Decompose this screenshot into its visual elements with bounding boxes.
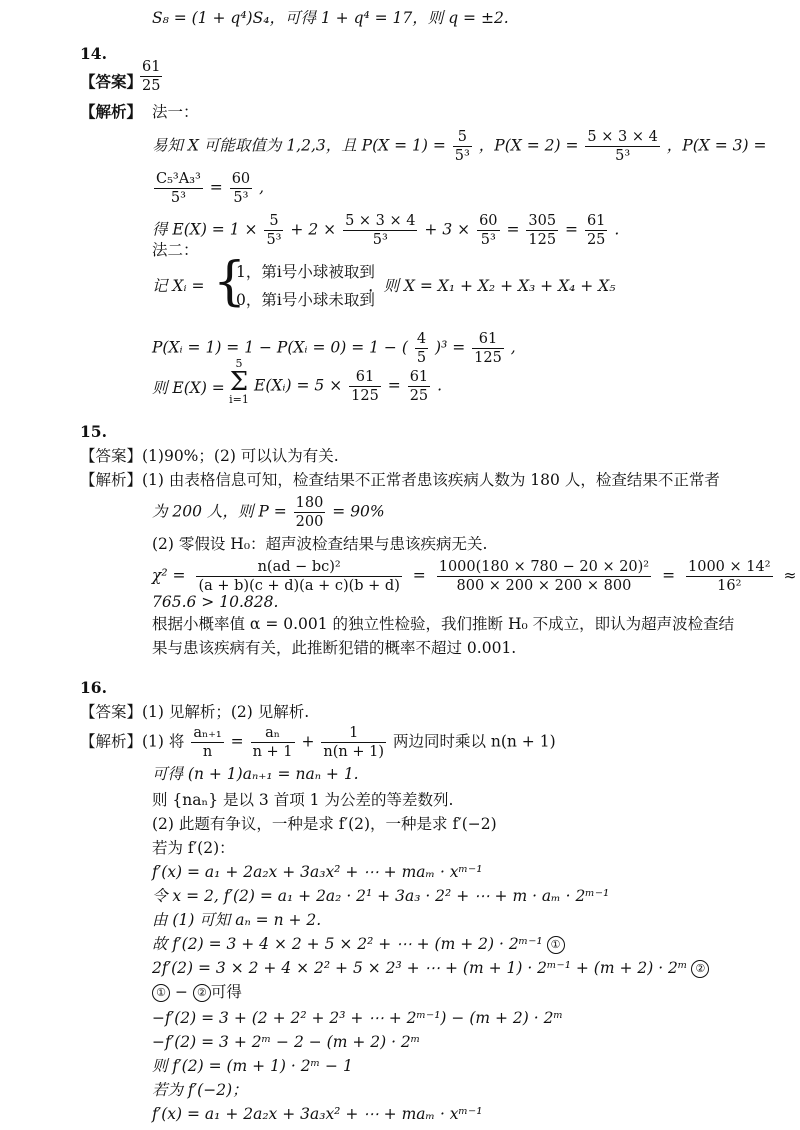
frac-den: 5 (416, 350, 427, 366)
frac-num: 5 × 3 × 4 (587, 129, 658, 145)
sum-lower: i=1 (229, 393, 249, 406)
q14-indicator-lead: 记 Xᵢ = (152, 277, 205, 295)
q16-explain-5: 若为 f′(2)： (152, 839, 235, 857)
q16-explain-10 (152, 958, 709, 978)
q16-answer: 【答案】(1) 见解析；(2) 见解析. (80, 703, 310, 721)
frac-den: 125 (474, 350, 502, 366)
q16-e11d: 可得 (210, 983, 242, 1001)
q14-explain-tag: 【解析】 (80, 102, 143, 121)
sum-upper: 5 (235, 357, 243, 370)
q16-explain-3: 则 {naₙ} 是以 3 首项 1 为公差的等差数列. (152, 791, 454, 809)
q16-explain-13: −f′(2) = 3 + 2ᵐ − 2 − (m + 2) · 2ᵐ (152, 1033, 421, 1051)
frac-num: 60 (479, 213, 498, 229)
q16-explain-1 (80, 724, 556, 761)
q14-a1-end: ，P(X = 3) = (666, 136, 767, 155)
q14-expectation (152, 212, 619, 249)
q16-e1d: 两边同时乘以 n(n + 1) (392, 732, 556, 751)
q16-explain-6: f′(x) = a₁ + 2a₂x + 3a₃x² + ⋯ + maₘ · xᵐ⁻¹ (152, 863, 483, 881)
frac-num: n(ad − bc)² (196, 558, 401, 577)
q15-number: 15. (80, 422, 107, 441)
circled-two-icon: ② (691, 960, 709, 978)
frac-num: 61 (472, 330, 504, 349)
q15-null-hypothesis: (2) 零假设 H₀：超声波检查结果与患该疾病无关. (152, 535, 488, 553)
period: . (437, 376, 443, 395)
q16-e10: 2f′(2) = 3 × 2 + 4 × 2² + 5 × 2³ + ⋯ + (m + 1) · 2ᵐ⁻¹ + (m + 2) · 2ᵐ (152, 959, 688, 977)
frac-den: (a + b)(c + d)(a + c)(b + d) (198, 578, 400, 594)
frac-num: 1000(180 × 780 − 20 × 20)² (438, 559, 650, 575)
q14-p2: )³ = (435, 338, 466, 357)
q14-sum-rest (254, 368, 442, 405)
q15-chi-result: 765.6 > 10.828. (152, 593, 279, 611)
frac-den: 5³ (454, 148, 470, 164)
q14-prob-xi (152, 330, 516, 367)
frac-num: 5 (264, 212, 283, 231)
circled-one-icon: ① (547, 936, 565, 954)
eq-sign: = (506, 220, 520, 239)
q15-chi1: χ² = (152, 566, 186, 585)
q16-explain-11 (152, 982, 242, 1002)
q14-case2: 0，第i号小球未取到 (236, 291, 375, 309)
eq-sign: = (387, 376, 401, 395)
frac-num: 4 (416, 331, 427, 347)
frac-num: 61 (586, 213, 606, 229)
eq-sign: = (662, 566, 676, 585)
circled-two-icon: ② (193, 984, 211, 1002)
frac-den: 5³ (480, 232, 496, 248)
frac-den: 125 (528, 232, 557, 248)
frac-den: n (202, 744, 213, 760)
sigma-icon: Σ (229, 367, 249, 397)
frac-num: 1 (321, 724, 386, 743)
q16-e1a: 【解析】(1) 将 (80, 732, 185, 751)
frac-num: aₙ (251, 724, 295, 743)
q15-answer: 【答案】(1)90%；(2) 可以认为有关. (80, 447, 339, 465)
q15-conclusion-2: 果与患该疾病有关，此推断犯错的概率不超过 0.001. (152, 639, 517, 657)
frac-num: 61 (409, 369, 429, 385)
q14-prob-line2 (152, 170, 264, 207)
q14-p1: P(Xᵢ = 1) = 1 − P(Xᵢ = 0) = 1 − ( (152, 338, 408, 357)
frac-den: 5³ (233, 190, 249, 206)
frac-num: 5 (453, 128, 472, 147)
circled-one-icon: ① (152, 984, 170, 1002)
q16-explain-16: f′(x) = a₁ + 2a₂x + 3a₃x² + ⋯ + maₘ · xᵐ⁻¹ (152, 1105, 483, 1123)
q16-e9: 故 f′(2) = 3 + 4 × 2 + 5 × 2² + ⋯ + (m + 2) · 2ᵐ⁻¹ (152, 935, 543, 953)
q16-explain-14: 则 f′(2) = (m + 1) · 2ᵐ − 1 (152, 1057, 353, 1075)
frac-den: 200 (295, 514, 324, 530)
s8-equation: S₈ = (1 + q⁴)S₄，可得 1 + q⁴ = 17，则 q = ±2. (152, 9, 509, 27)
q15-explain-2 (152, 494, 385, 531)
period: . (614, 220, 620, 239)
frac-den: 25 (409, 388, 429, 404)
q14-indicator-tail: ，则 X = X₁ + X₂ + X₃ + X₄ + X₅ (368, 277, 616, 295)
frac-den: 800 × 200 × 200 × 800 (456, 578, 632, 594)
q14-prob-line1 (152, 128, 766, 165)
q14-answer-frac (138, 58, 164, 95)
frac-num: 305 (528, 213, 557, 229)
q16-explain-8: 由 (1) 可知 aₙ = n + 2. (152, 911, 322, 929)
eq-sign: = (230, 732, 244, 751)
q14-answer-tag: 【答案】 (80, 72, 143, 91)
q16-explain-7: 令 x = 2, f′(2) = a₁ + 2a₂ · 2¹ + 3a₃ · 2² + ⋯ + m · aₘ · 2ᵐ⁻¹ (152, 887, 610, 905)
frac-den: 16² (717, 578, 742, 594)
frac-num: 1000 × 14² (688, 559, 771, 575)
q15-exp2b: = 90% (332, 502, 385, 521)
approx-sign: ≈ (783, 566, 797, 585)
q14-method1: 法一： (152, 103, 199, 121)
frac-num: 60 (231, 171, 251, 187)
frac-den: 5³ (266, 232, 282, 248)
q14-case1: 1，第i号小球被取到 (236, 263, 375, 281)
q14-e3: + 3 × (424, 220, 471, 239)
frac-num: aₙ₊₁ (193, 725, 222, 741)
frac-num: C₅³A₃³ (156, 171, 201, 187)
sum-symbol (228, 358, 250, 406)
q14-e2: + 2 × (290, 220, 337, 239)
q16-explain-15: 若为 f′(−2)； (152, 1081, 248, 1099)
frac-den: 5³ (615, 148, 631, 164)
eq-sign: = (412, 566, 426, 585)
frac-den: n(n + 1) (323, 744, 384, 760)
frac-num: 180 (295, 495, 324, 511)
frac-den: 5³ (170, 190, 186, 206)
q16-explain-4: (2) 此题有争议，一种是求 f′(2)，一种是求 f′(−2) (152, 815, 497, 833)
q14-s2: E(Xᵢ) = 5 × (254, 376, 343, 395)
eq-sign: = (565, 220, 579, 239)
q14-e1: 得 E(X) = 1 × (152, 220, 258, 239)
q14-number: 14. (80, 44, 107, 63)
q15-exp2a: 为 200 人，则 P = (152, 502, 287, 521)
minus-sign: − (174, 983, 188, 1001)
q16-explain-2: 可得 (n + 1)aₙ₊₁ = naₙ + 1. (152, 765, 359, 783)
q16-explain-12: −f′(2) = 3 + (2 + 2² + 2³ + ⋯ + 2ᵐ⁻¹) − (m + 2) · 2ᵐ (152, 1009, 563, 1027)
q15-conclusion-1: 根据小概率值 α = 0.001 的独立性检验，我们推断 H₀ 不成立，即认为超声波检查结 (152, 615, 735, 633)
plus-sign: + (301, 732, 315, 751)
frac-num: 5 × 3 × 4 (345, 213, 416, 229)
frac-den: n + 1 (252, 744, 293, 760)
q16-number: 16. (80, 678, 107, 697)
q14-a1: 易知 X 可能取值为 1,2,3，且 P(X = 1) = (152, 136, 446, 155)
q14-answer-den: 25 (142, 78, 161, 94)
comma: , (259, 178, 265, 197)
q14-sum-lead: 则 E(X) = (152, 379, 225, 397)
q15-chi-square (152, 558, 796, 595)
q16-explain-9 (152, 934, 565, 954)
q14-answer-num: 61 (142, 59, 161, 75)
comma: , (510, 338, 516, 357)
q14-method2: 法二： (152, 241, 199, 259)
frac-den: 125 (351, 388, 379, 404)
q14-a1-mid: ，P(X = 2) = (478, 136, 579, 155)
frac-num: 61 (349, 368, 381, 387)
frac-den: 25 (586, 232, 606, 248)
eq-sign: = (209, 178, 223, 197)
frac-den: 5³ (372, 232, 388, 248)
left-brace: { (213, 252, 247, 312)
q15-explain-1: 【解析】(1) 由表格信息可知，检查结果不正常者患该疾病人数为 180 人，检查结果不正常者 (80, 471, 720, 489)
